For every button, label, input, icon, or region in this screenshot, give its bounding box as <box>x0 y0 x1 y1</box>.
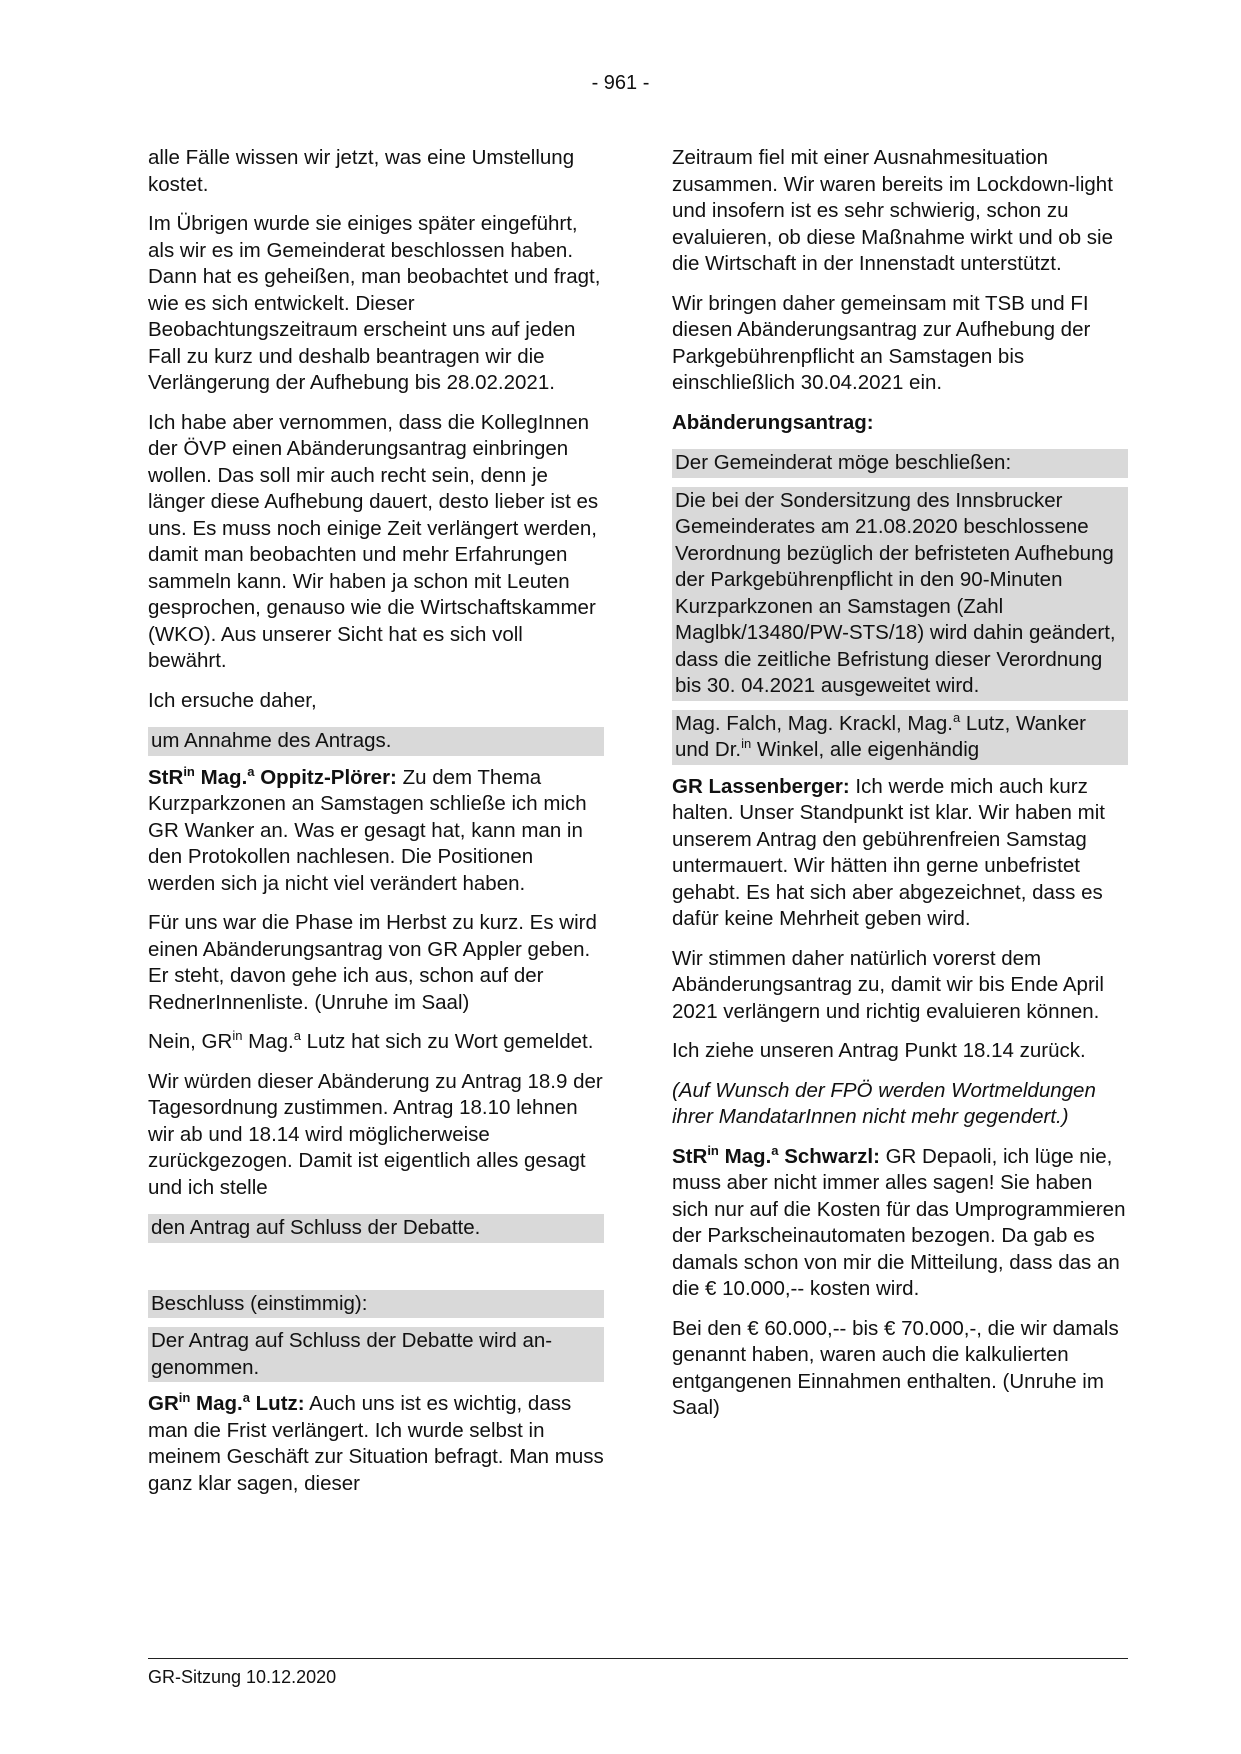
paragraph: Ich habe aber vernommen, dass die KollegInnen der ÖVP einen Abänderungsantrag einbringen wollen. Das soll mir auch recht sein, denn je länger diese Aufhebung dauert, desto lieber ist es uns. Es muss noch einige Zeit verlängert werden, damit man beobachten und mehr Erfahrungen sammeln kann. Wir haben ja schon mit Leuten gesprochen, genauso wie die Wirtschaftskammer (WKO). Aus unserer Sicht hat es sich voll bewährt. <box>148 410 599 672</box>
page-number: - 961 - <box>591 72 650 94</box>
speaker-name: StR$^{in}$ Mag.$^a$ Schwarzl: <box>672 1142 880 1168</box>
speaker-name: StR$^{in}$ Mag.$^a$ Oppitz-Plörer: <box>148 763 397 789</box>
footer-divider <box>148 1658 1128 1659</box>
speaker-paragraph: $GR^{in}$ Mag.$^a$ Lutz: Auch uns ist es wichtig, dass man die Frist verlängert. Ich wurde selbst in meinem Geschäft zur Situation befragt. Man muss ganz klar sagen, dieser <box>148 1390 604 1495</box>
footer-text: GR-Sitzung 10.12.2020 <box>148 1667 337 1687</box>
motion-box: Der Gemeinderat möge beschließen: <box>672 449 1128 478</box>
speaker-paragraph: StR$^{in}$ Mag.$^a$ Oppitz-Plörer: Zu dem Thema Kurzparkzonen an Samstagen schließe ich mich GR Wanker an. Was er gesagt hat, kann man in den Protokollen nachlesen. Die Positionen werden sich ja nicht viel verändert haben. <box>148 763 587 895</box>
speaker-name: $GR^{in}$ Mag.$^a$ Lutz: <box>148 1390 305 1415</box>
resolution-box: Beschluss (einstimmig): <box>148 1290 604 1319</box>
paragraph: Ich ersuche daher, <box>148 688 317 712</box>
speaker-paragraph: GR Lassenberger: Ich werde mich auch kurz halten. Unser Standpunkt ist klar. Wir haben mit unserem Antrag den gebührenfreien Samstag untermauert. Wir hätten ihn gerne unbefristet gehabt. Es hat sich aber abgezeichnet, dass es dafür keine Mehrheit geben wird. <box>672 774 1105 930</box>
left-column <box>148 145 604 1510</box>
motion-box: um Annahme des Antrags. <box>148 727 604 756</box>
signatories-box: Mag. Falch, Mag. Krackl, Mag.$^a$ Lutz, Wanker und Dr.$^{in}$ Winkel, alle eigenhändig <box>672 710 1128 765</box>
paragraph: Wir bringen daher gemeinsam mit TSB und FI diesen Abänderungsantrag zur Aufhebung der Parkgebührenpflicht an Samstagen bis einschließlich 30.04.2021 ein. <box>672 291 1091 394</box>
paragraph: Wir stimmen daher natürlich vorerst dem Abänderungsantrag zu, damit wir bis Ende April 2021 verlängern und richtig evaluieren können. <box>672 946 1104 1023</box>
paragraph: Für uns war die Phase im Herbst zu kurz. Es wird einen Abänderungsantrag von GR Appler geben. Er steht, davon gehe ich aus, schon auf der RednerInnenliste. (Unruhe im Saal) <box>148 911 597 1014</box>
motion-box: den Antrag auf Schluss der Debatte. <box>148 1214 604 1243</box>
speaker-name: GR Lassenberger: <box>672 774 850 798</box>
paragraph: Nein, $GR^{in}$ Mag.$^a$ Lutz hat sich zu Wort gemeldet. <box>148 1028 594 1053</box>
speaker-paragraph: StR$^{in}$ Mag.$^a$ Schwarzl: GR Depaoli, ich lüge nie, muss aber nicht immer alles sagen! Sie haben sich nur auf die Kosten für das Umprogrammieren der Parkscheinautomaten bezogen. Da gab es damals schon von mir die Mitteilung, dass das an die € 10.000,-- kosten wird. <box>672 1142 1126 1300</box>
motion-box: Die bei der Sondersitzung des Innsbrucker Gemeinderates am 21.08.2020 beschlossene Verordnung bezüglich der befristeten Aufhebung der Parkgebührenpflicht in den 90-Minuten Kurzparkzonen an Samstagen (Zahl Maglbk/13480/PW-STS/18) wird dahin geändert, dass die zeitliche Befristung dieser Verordnung bis 30. 04.2021 ausgeweitet wird. <box>672 487 1128 701</box>
paragraph: Bei den € 60.000,-- bis € 70.000,-, die wir damals genannt haben, waren auch die kalkulierten entgangenen Einnahmen enthalten. (Unruhe im Saal) <box>672 1316 1119 1419</box>
section-heading: Abänderungsantrag: <box>672 410 874 434</box>
italic-note: (Auf Wunsch der FPÖ werden Wortmeldungen ihrer MandatarInnen nicht mehr gegendert.) <box>672 1078 1096 1128</box>
paragraph: Ich ziehe unseren Antrag Punkt 18.14 zurück. <box>672 1039 1086 1062</box>
paragraph: Im Übrigen wurde sie einiges später eingeführt, als wir es im Gemeinderat beschlossen haben. Dann hat es geheißen, man beobachtet und fragt, wie es sich entwickelt. Dieser Beobachtungszeitraum erscheint uns auf jeden Fall zu kurz und deshalb beantragen wir die Verlängerung der Aufhebung bis 28.02.2021. <box>148 212 601 394</box>
paragraph: Wir würden dieser Abänderung zu Antrag 18.9 der Tagesordnung zustimmen. Antrag 18.10 lehnen wir ab und 18.14 wird möglicherweise zurückgezogen. Damit ist eigentlich alles gesagt und ich stelle <box>148 1069 603 1199</box>
paragraph: Zeitraum fiel mit einer Ausnahmesituation zusammen. Wir waren bereits im Lockdown-light und insofern ist es sehr schwierig, schon zu evaluieren, ob diese Maßnahme wirkt und ob sie die Wirtschaft in der Innenstadt unterstützt. <box>672 146 1113 275</box>
right-column <box>672 145 1128 1435</box>
resolution-box: Der Antrag auf Schluss der Debatte wird angenommen. <box>148 1327 604 1382</box>
paragraph: alle Fälle wissen wir jetzt, was eine Umstellung kostet. <box>148 146 575 196</box>
